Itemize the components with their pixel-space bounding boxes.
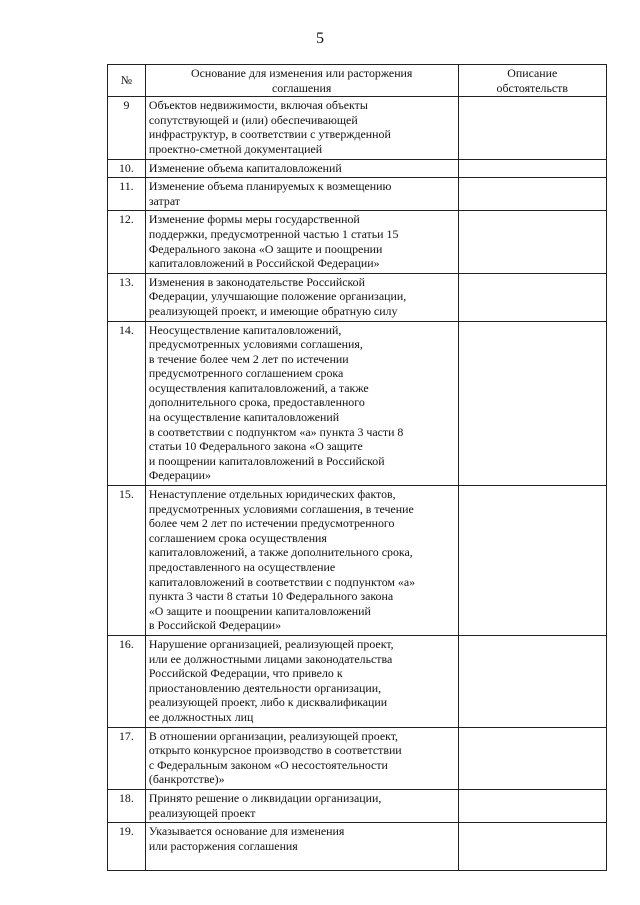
row-number: 9 (108, 97, 146, 159)
row-basis (145, 486, 458, 636)
row-number: 16. (108, 635, 146, 727)
basis-text-line: Ненаступление отдельных юридических фактов, (148, 487, 396, 502)
basis-text-line: открыто конкурсное производство в соответствии (148, 743, 402, 758)
basis-text-line: капиталовложений, а также дополнительного срока, (148, 545, 413, 560)
basis-text-line: пункта 3 части 8 статьи 10 Федерального закона (148, 589, 394, 604)
basis-text-line: или расторжения соглашения (148, 838, 298, 853)
row-basis (145, 635, 458, 727)
header-description (458, 65, 606, 97)
basis-text-line: Изменение объема капиталовложений (148, 160, 342, 175)
header-basis (145, 65, 458, 97)
basis-text-line: поддержки, предусмотренной частью 1 статьи 15 (148, 226, 399, 241)
basis-text-line: или ее должностными лицами законодательства (148, 651, 393, 666)
basis-text-line: в течение более чем 2 лет по истечении (148, 351, 349, 366)
row-basis (145, 97, 458, 159)
table-row (108, 486, 607, 636)
basis-text-line: статьи 10 Федерального закона «О защите (148, 439, 363, 454)
basis-text-line: более чем 2 лет по истечении предусмотренного (148, 516, 395, 531)
row-number: 12. (108, 211, 146, 273)
basis-text-line: в Российской Федерации» (148, 618, 282, 633)
row-basis (145, 727, 458, 789)
basis-text-line: Принято решение о ликвидации организации, (148, 790, 382, 805)
row-number: 17. (108, 727, 146, 789)
row-description (458, 321, 606, 486)
row-description (458, 178, 606, 211)
table-row (108, 273, 607, 321)
basis-text-line: Федерации, улучшающие положение организации, (148, 289, 407, 304)
basis-text-line (149, 853, 455, 868)
table-row (108, 823, 607, 871)
row-number: 10. (108, 159, 146, 178)
basis-text-line: Изменение объема планируемых к возмещению (148, 179, 392, 194)
row-description (458, 211, 606, 273)
row-number: 13. (108, 273, 146, 321)
basis-text-line: реализующей проект, либо к дисквалификации (148, 695, 388, 710)
basis-text-line: реализующей проект (148, 805, 256, 820)
row-description (458, 823, 606, 871)
table-row (108, 211, 607, 273)
row-basis (145, 789, 458, 822)
row-description (458, 486, 606, 636)
table-row (108, 178, 607, 211)
row-description (458, 273, 606, 321)
basis-text-line: инфраструктур, в соответствии с утвержденной (148, 127, 391, 142)
row-basis (145, 273, 458, 321)
basis-text-line: дополнительного срока, предоставленного (148, 395, 365, 410)
row-basis (145, 211, 458, 273)
basis-text-line: предусмотренных условиями соглашения, в течение (148, 501, 414, 516)
header-basis-line: Основание для изменения или расторжения (190, 66, 413, 80)
row-description (458, 159, 606, 178)
basis-text-line: Указывается основание для изменения (148, 824, 345, 839)
header-basis-line: соглашения (272, 80, 332, 95)
row-description (458, 635, 606, 727)
table-row (108, 159, 607, 178)
row-basis (145, 321, 458, 486)
basis-text-line: затрат (148, 193, 180, 208)
basis-text-line: Изменение формы меры государственной (148, 212, 360, 227)
header-description-line: Описание (507, 66, 558, 80)
basis-text-line: проектно-сметной документацией (148, 141, 323, 156)
table-row (108, 789, 607, 822)
table-header-row (108, 65, 607, 97)
basis-text-line: предоставленного на осуществление (148, 560, 336, 574)
page-number: 5 (316, 30, 324, 47)
row-number: 14. (108, 321, 146, 486)
basis-text-line: Изменения в законодательстве Российской (148, 274, 365, 289)
basis-text-line: Российской Федерации, что привело к (148, 666, 343, 681)
row-number: 15. (108, 486, 146, 636)
basis-text-line: и поощрении капиталовложений в Российской (148, 453, 385, 468)
basis-text-line: реализующей проект, и имеющие обратную силу (148, 303, 398, 318)
basis-text-line: осуществления капиталовложений, а также (148, 380, 369, 395)
basis-text-line: соглашением срока осуществления (148, 530, 327, 545)
table-row (108, 635, 607, 727)
basis-text-line: капиталовложений в Российской Федерации» (148, 256, 380, 271)
row-description (458, 97, 606, 159)
row-basis (145, 159, 458, 178)
basis-text-line: на осуществление капиталовложений (148, 410, 340, 425)
basis-text-line: (банкротстве)» (148, 772, 225, 787)
basis-text-line: В отношении организации, реализующей проект, (148, 728, 398, 743)
row-number: 19. (108, 823, 146, 871)
basis-text-line: приостановлению деятельности организации, (148, 680, 382, 695)
row-number: 11. (108, 178, 146, 211)
row-basis (145, 178, 458, 211)
row-basis (145, 823, 458, 871)
basis-text-line: Нарушение организацией, реализующей проект, (148, 636, 394, 651)
basis-text-line: с Федеральным законом «О несостоятельности (148, 757, 388, 772)
row-description (458, 727, 606, 789)
row-number: 18. (108, 789, 146, 822)
basis-text-line: ее должностных лиц (148, 709, 254, 724)
header-description-line: обстоятельств (496, 80, 568, 95)
header-number: № (108, 65, 146, 97)
basis-text-line: Неосуществление капиталовложений, (148, 322, 342, 337)
basis-text-line: «О защите и поощрении капиталовложений (148, 603, 371, 618)
basis-text-line: предусмотренных условиями соглашения, (148, 337, 363, 352)
basis-text-line: Федерации» (148, 468, 211, 483)
basis-text-line: сопутствующей и (или) обеспечивающей (148, 112, 358, 127)
grounds-table (107, 64, 607, 871)
row-description (458, 789, 606, 822)
basis-text-line: предусмотренного соглашением срока (148, 366, 344, 381)
basis-text-line: Объектов недвижимости, включая объекты (148, 98, 368, 113)
table-row (108, 321, 607, 486)
basis-text-line: Федерального закона «О защите и поощрении (148, 241, 383, 256)
table-row (108, 727, 607, 789)
basis-text-line: капиталовложений в соответствии с подпунктом «а» (148, 574, 416, 589)
basis-text-line: в соответствии с подпунктом «а» пункта 3 части 8 (148, 424, 404, 439)
table-row (108, 97, 607, 159)
